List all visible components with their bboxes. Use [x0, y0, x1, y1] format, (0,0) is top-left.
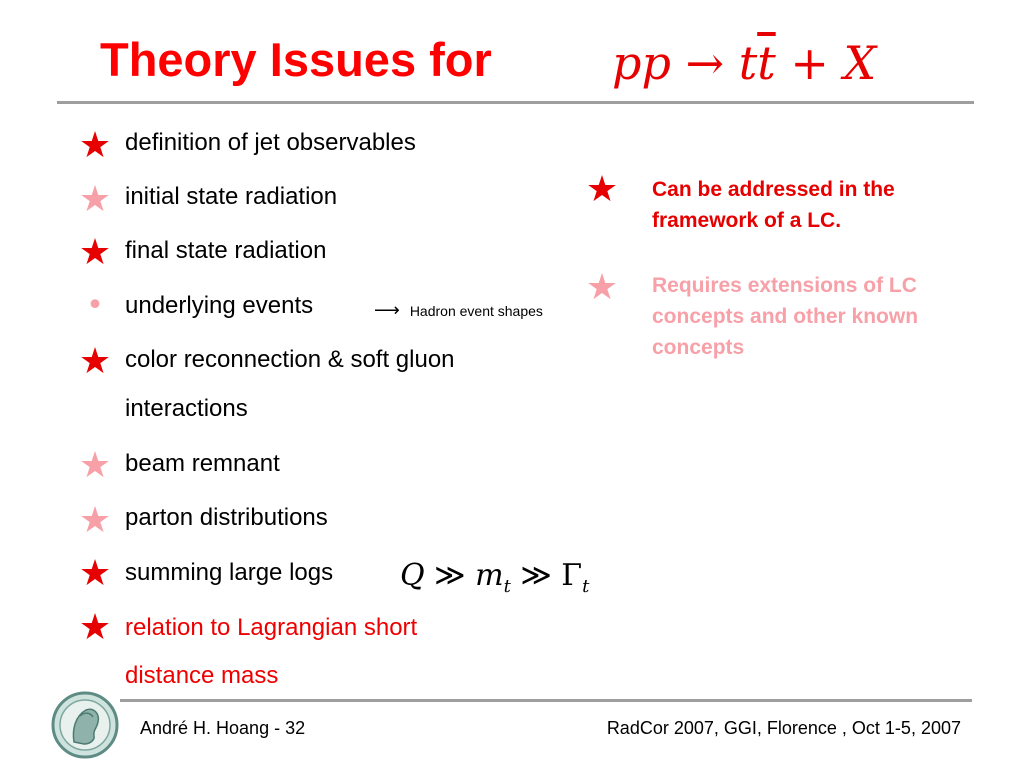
- star-icon: ★: [585, 169, 619, 210]
- list-item: relation to Lagrangian short: [125, 614, 418, 641]
- list-item: final state radiation: [125, 237, 327, 264]
- star-icon: ★: [78, 500, 112, 541]
- list-item-continuation: distance mass: [125, 662, 279, 689]
- formula-t: t: [738, 36, 758, 90]
- formula-gg: ≫: [520, 558, 552, 593]
- formula-q: Q: [400, 558, 425, 593]
- formula-x: X: [843, 36, 877, 90]
- star-icon: ★: [78, 445, 112, 486]
- star-icon: ★: [78, 232, 112, 273]
- footer-author: André H. Hoang - 32: [140, 718, 306, 738]
- note-text: Hadron event shapes: [409, 303, 543, 319]
- formula-m: m: [475, 558, 504, 593]
- formula-plus: +: [790, 36, 829, 90]
- formula-gamma-sub: t: [582, 576, 590, 597]
- bullet-dot-icon: •: [86, 288, 104, 323]
- list-item: parton distributions: [125, 504, 328, 531]
- right-arrow-icon: ⟶: [374, 300, 400, 320]
- footer-divider: [120, 699, 972, 702]
- footer-conference: RadCor 2007, GGI, Florence , Oct 1-5, 2007: [606, 718, 961, 738]
- list-item: summing large logs: [125, 559, 334, 586]
- formula-pp: pp: [612, 36, 671, 90]
- list-item: underlying events: [125, 292, 314, 319]
- title-formula: [612, 36, 877, 90]
- slide-title: Theory Issues for: [100, 33, 492, 86]
- list-item: initial state radiation: [125, 183, 338, 210]
- list-item-continuation: interactions: [125, 395, 248, 422]
- star-icon: ★: [78, 179, 112, 220]
- list-item: beam remnant: [125, 450, 280, 477]
- star-icon: ★: [78, 125, 112, 166]
- formula-tbar: $\overline{t}$: [757, 36, 776, 90]
- list-item: definition of jet observables: [125, 129, 416, 156]
- star-icon: ★: [78, 553, 112, 594]
- star-icon: ★: [585, 267, 619, 308]
- underlying-events-note: [374, 300, 543, 321]
- formula-m-sub: t: [503, 576, 511, 597]
- legend-red-text: Can be addressed in the framework of a LC.: [652, 178, 895, 232]
- formula-arrow: →: [685, 36, 725, 90]
- scale-relation-formula: [400, 558, 589, 597]
- star-icon: ★: [78, 341, 112, 382]
- legend-pink-text: Requires extensions of LC concepts and other known concepts: [652, 274, 919, 359]
- list-item: color reconnection & soft gluon: [125, 346, 455, 373]
- max-planck-logo: [50, 690, 120, 760]
- star-icon: ★: [78, 607, 112, 648]
- formula-gg: ≫: [434, 558, 466, 593]
- formula-gamma: Γ: [561, 558, 583, 593]
- title-divider: [57, 101, 974, 104]
